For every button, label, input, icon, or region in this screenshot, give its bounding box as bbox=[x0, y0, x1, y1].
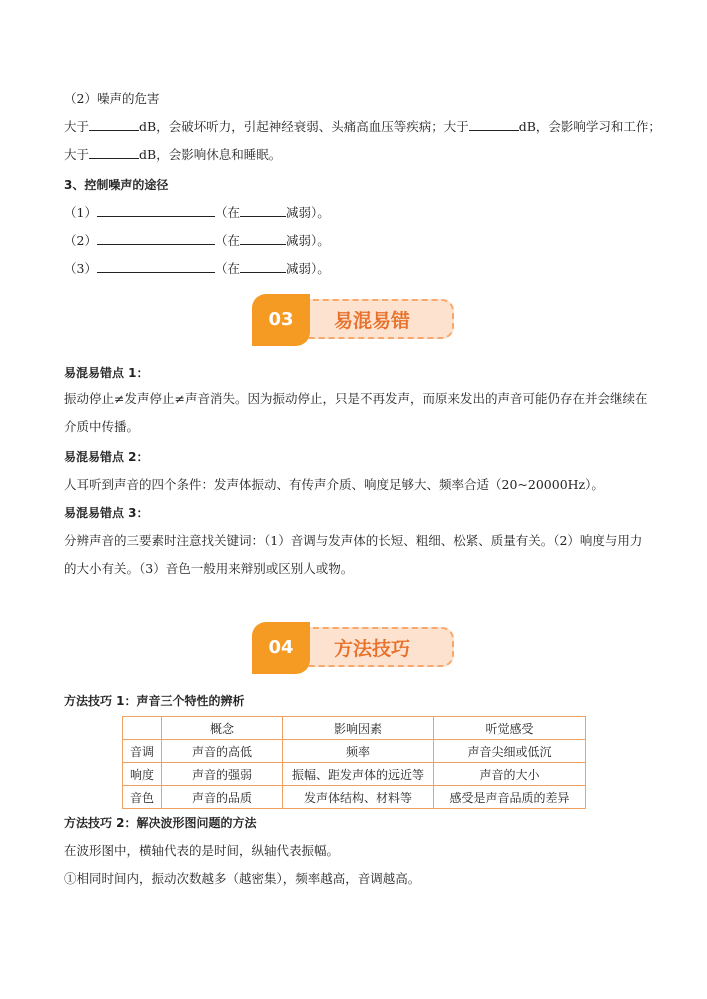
section-number: 03 bbox=[252, 294, 310, 346]
pitfall-1-text-2: 介质中传播。 bbox=[64, 419, 140, 434]
text-segment: dB，会影响休息和睡眠。 bbox=[139, 147, 282, 162]
table-cell: 声音尖细或低沉 bbox=[434, 740, 586, 763]
control-item-2 bbox=[64, 232, 330, 250]
pitfall-3-text-2: 的大小有关。（3）音色一般用来辩别或区别人或物。 bbox=[64, 561, 354, 576]
item-number: （1） bbox=[64, 205, 97, 220]
pitfall-3-text-1: 分辨声音的三要素时注意找关键词：（1）音调与发声体的长短、粗细、松紧、质量有关。（2）响度与用力 bbox=[64, 533, 643, 548]
fill-blank[interactable] bbox=[469, 118, 519, 131]
fill-blank[interactable] bbox=[240, 260, 286, 273]
section-banner-03 bbox=[252, 294, 456, 346]
fill-blank[interactable] bbox=[240, 232, 286, 245]
table-cell: 音调 bbox=[123, 740, 162, 763]
control-item-3 bbox=[64, 260, 330, 278]
table-header-cell: 听觉感受 bbox=[434, 717, 586, 740]
fill-blank[interactable] bbox=[97, 232, 215, 245]
pitfall-2-text-1: 人耳听到声音的四个条件：发声体振动、有传声介质、响度足够大、频率合适（20~20000Hz）。 bbox=[64, 477, 604, 492]
section-number: 04 bbox=[252, 622, 310, 674]
text-segment: 大于 bbox=[64, 119, 90, 134]
pitfall-3-title: 易混易错点 3： bbox=[64, 506, 149, 520]
table-cell: 振幅、距发声体的远近等 bbox=[283, 763, 434, 786]
table-row bbox=[123, 786, 586, 809]
fill-blank[interactable] bbox=[97, 260, 215, 273]
item-number: （2） bbox=[64, 233, 97, 248]
table-row bbox=[123, 763, 586, 786]
tip-2-text-2: ①相同时间内，振动次数越多（越密集），频率越高，音调越高。 bbox=[64, 871, 421, 886]
text-segment: （在 bbox=[214, 205, 240, 220]
fill-blank[interactable] bbox=[240, 204, 286, 217]
tip-1-title: 方法技巧 1：声音三个特性的辨析 bbox=[64, 694, 245, 708]
noise-harm-line-1 bbox=[64, 118, 661, 136]
item-number: （3） bbox=[64, 261, 97, 276]
table-header-cell bbox=[123, 717, 162, 740]
table-cell: 声音的大小 bbox=[434, 763, 586, 786]
text-segment: dB，会影响学习和工作； bbox=[518, 119, 661, 134]
text-segment: 减弱）。 bbox=[285, 261, 330, 276]
section-title: 方法技巧 bbox=[302, 627, 454, 667]
control-heading: 3、控制噪声的途径 bbox=[64, 178, 169, 192]
table-cell: 频率 bbox=[283, 740, 434, 763]
noise-harm-line-2 bbox=[64, 146, 281, 164]
tip-2-title: 方法技巧 2：解决波形图问题的方法 bbox=[64, 816, 257, 830]
pitfall-1-title: 易混易错点 1： bbox=[64, 366, 149, 380]
table-cell: 声音的强弱 bbox=[162, 763, 283, 786]
tip-2-text-1: 在波形图中，横轴代表的是时间，纵轴代表振幅。 bbox=[64, 843, 340, 858]
table-cell: 音色 bbox=[123, 786, 162, 809]
fill-blank[interactable] bbox=[89, 118, 139, 131]
fill-blank[interactable] bbox=[97, 204, 215, 217]
sound-properties-table bbox=[122, 716, 586, 809]
table-header-cell: 概念 bbox=[162, 717, 283, 740]
control-item-1 bbox=[64, 204, 330, 222]
table-header-cell: 影响因素 bbox=[283, 717, 434, 740]
text-segment: （在 bbox=[214, 261, 240, 276]
text-segment: 大于 bbox=[64, 147, 90, 162]
section-banner-04 bbox=[252, 622, 456, 674]
section-title: 易混易错 bbox=[302, 299, 454, 339]
pitfall-1-text-1: 振动停止≠发声停止≠声音消失。因为振动停止，只是不再发声，而原来发出的声音可能仍存在并会继续在 bbox=[64, 391, 648, 406]
text-segment: dB，会破坏听力，引起神经衰弱、头痛高血压等疾病；大于 bbox=[139, 119, 469, 134]
table-cell: 响度 bbox=[123, 763, 162, 786]
table-header-row bbox=[123, 717, 586, 740]
table-cell: 声音的品质 bbox=[162, 786, 283, 809]
table-cell: 发声体结构、材料等 bbox=[283, 786, 434, 809]
text-segment: （在 bbox=[214, 233, 240, 248]
pitfall-2-title: 易混易错点 2： bbox=[64, 450, 149, 464]
text-segment: 减弱）。 bbox=[285, 205, 330, 220]
table-cell: 感受是声音品质的差异 bbox=[434, 786, 586, 809]
table-row bbox=[123, 740, 586, 763]
table-cell: 声音的高低 bbox=[162, 740, 283, 763]
text-segment: 减弱）。 bbox=[285, 233, 330, 248]
noise-harm-heading: （2）噪声的危害 bbox=[64, 91, 160, 106]
fill-blank[interactable] bbox=[89, 146, 139, 159]
